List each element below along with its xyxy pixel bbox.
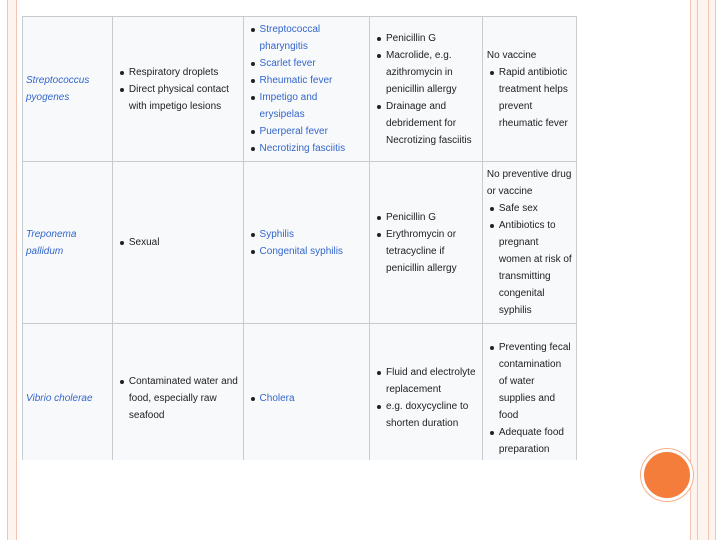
table-row xyxy=(23,17,577,162)
transmission-cell xyxy=(112,162,243,324)
disease-link[interactable]: Necrotizing fasciitis xyxy=(260,140,365,157)
decorative-orange-circle xyxy=(641,449,693,501)
disease-link[interactable]: Congenital syphilis xyxy=(260,243,365,260)
list-item: Macrolide, e.g. azithromycin in penicillin allergy xyxy=(386,47,478,98)
pathogen-cell xyxy=(23,324,113,461)
treatment-cell xyxy=(370,17,483,162)
diseases-cell xyxy=(243,17,369,162)
list-item: Contaminated water and food, especially raw seafood xyxy=(129,373,239,424)
pathogen-link[interactable]: Streptococcus pyogenes xyxy=(26,75,90,103)
prevention-note: No preventive drug or vaccine xyxy=(486,169,572,197)
list-item: Rapid antibiotic treatment helps prevent rheumatic fever xyxy=(499,64,572,132)
list-item: e.g. doxycycline to shorten duration xyxy=(386,398,478,432)
diseases-cell xyxy=(243,324,369,461)
left-frame-border xyxy=(7,0,17,540)
list-item: Safe sex xyxy=(499,200,572,217)
treatment-cell xyxy=(370,162,483,324)
list-item: Antibiotics to pregnant women at risk of transmitting congenital syphilis xyxy=(499,217,572,319)
pathogen-link[interactable]: Treponema pallidum xyxy=(26,228,77,257)
list-item: Fluid and electrolyte replacement xyxy=(386,364,478,398)
disease-link[interactable]: Puerperal fever xyxy=(260,123,365,140)
pathogen-cell xyxy=(23,17,113,162)
table-row xyxy=(23,324,577,461)
prevention-note: No vaccine xyxy=(486,49,537,61)
list-item: Penicillin G xyxy=(386,30,478,47)
table-row xyxy=(23,162,577,324)
disease-link[interactable]: Streptococcal pharyngitis xyxy=(260,21,365,55)
list-item: Direct physical contact with impetigo lesions xyxy=(129,81,239,115)
list-item: Sexual xyxy=(129,234,239,251)
list-item: Drainage and debridement for Necrotizing fasciitis xyxy=(386,98,478,149)
right-frame-border xyxy=(690,0,716,540)
disease-link[interactable]: Syphilis xyxy=(260,226,365,243)
diseases-cell xyxy=(243,162,369,324)
disease-link[interactable]: Cholera xyxy=(260,390,365,407)
list-item: Adequate food preparation xyxy=(499,424,572,458)
disease-link[interactable]: Rheumatic fever xyxy=(260,72,365,89)
pathogen-link[interactable]: Vibrio cholerae xyxy=(26,392,93,404)
prevention-cell xyxy=(482,324,576,461)
pathogen-table xyxy=(22,16,577,460)
list-item: Penicillin G xyxy=(386,209,478,226)
treatment-cell xyxy=(370,324,483,461)
transmission-cell xyxy=(112,324,243,461)
list-item: Erythromycin or tetracycline if penicillin allergy xyxy=(386,226,478,277)
list-item: Respiratory droplets xyxy=(129,64,239,81)
prevention-cell xyxy=(482,17,576,162)
disease-link[interactable]: Scarlet fever xyxy=(260,55,365,72)
list-item: Preventing fecal contamination of water supplies and food xyxy=(499,339,572,424)
prevention-cell xyxy=(482,162,576,324)
transmission-cell xyxy=(112,17,243,162)
disease-link[interactable]: Impetigo and erysipelas xyxy=(260,89,365,123)
pathogen-table-container xyxy=(22,16,577,460)
pathogen-cell xyxy=(23,162,113,324)
